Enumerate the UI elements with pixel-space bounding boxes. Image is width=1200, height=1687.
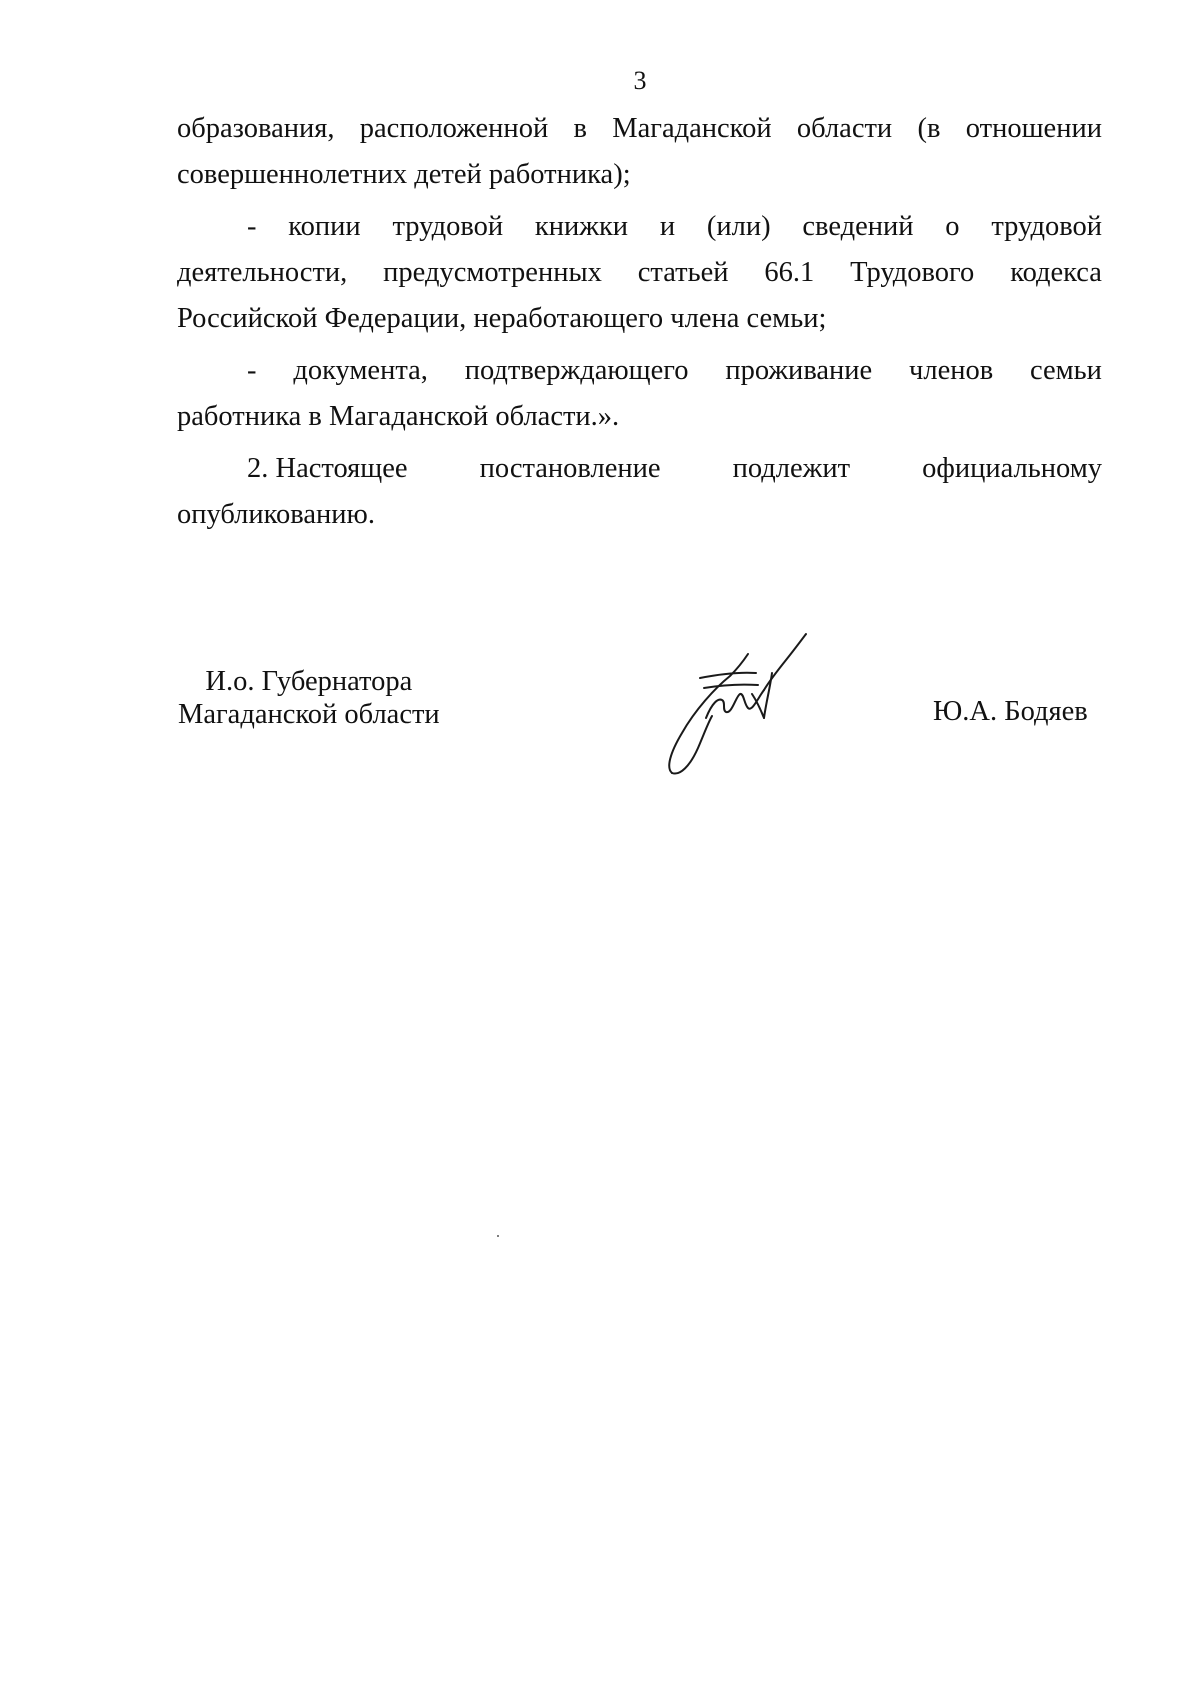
word: трудовой xyxy=(392,211,504,242)
signatory-title-line: И.о. Губернатора xyxy=(205,666,413,697)
word: трудовой xyxy=(991,211,1102,242)
word: деятельности, xyxy=(177,257,348,288)
word: и xyxy=(659,211,676,242)
word: копии xyxy=(288,211,361,242)
signer-name: Ю.А. Бодяев xyxy=(933,696,1088,727)
word: книжки xyxy=(534,211,629,242)
word: Магаданской xyxy=(612,113,772,144)
word: документа, xyxy=(293,355,428,386)
text-line: совершеннолетних детей работника); xyxy=(177,159,631,190)
word: статьей xyxy=(637,257,729,288)
text-line xyxy=(177,446,1102,492)
signatory-title-line: Магаданской области xyxy=(178,699,440,730)
text-line: Российской Федерации, неработающего члена семьи; xyxy=(177,303,827,334)
signatory-title xyxy=(178,665,440,731)
text-line: работника в Магаданской области.». xyxy=(177,401,620,432)
paragraph-publication xyxy=(177,446,1102,538)
word: кодекса xyxy=(1010,257,1102,288)
word: 2. Настоящее xyxy=(247,453,408,484)
text-line xyxy=(177,204,1102,250)
word: области xyxy=(796,113,893,144)
word: Трудового xyxy=(850,257,975,288)
paragraph-work-book xyxy=(177,204,1102,342)
word: (или) xyxy=(706,211,771,242)
word: проживание xyxy=(725,355,873,386)
paragraph-residence-document xyxy=(177,348,1102,440)
scan-speck xyxy=(497,1235,499,1237)
word: подлежит xyxy=(732,453,851,484)
word: 66.1 xyxy=(764,257,815,288)
word: предусмотренных xyxy=(383,257,602,288)
text-line xyxy=(177,106,1102,152)
text-line: опубликованию. xyxy=(177,499,375,530)
word: постановление xyxy=(479,453,661,484)
word: подтверждающего xyxy=(464,355,689,386)
word: семьи xyxy=(1030,355,1102,386)
word: - xyxy=(247,211,257,242)
word: - xyxy=(247,355,257,386)
word: в xyxy=(573,113,587,144)
word: членов xyxy=(909,355,994,386)
handwritten-signature xyxy=(660,628,850,778)
page-number: 3 xyxy=(633,66,647,95)
document-body xyxy=(177,106,1102,538)
word: о xyxy=(945,211,960,242)
paragraph-continuation xyxy=(177,106,1102,198)
word: официальному xyxy=(922,453,1102,484)
word: сведений xyxy=(802,211,914,242)
text-line xyxy=(177,250,1102,296)
text-line xyxy=(177,348,1102,394)
word: (в xyxy=(917,113,941,144)
word: отношении xyxy=(965,113,1102,144)
word: образования, xyxy=(177,113,335,144)
word: расположенной xyxy=(359,113,549,144)
